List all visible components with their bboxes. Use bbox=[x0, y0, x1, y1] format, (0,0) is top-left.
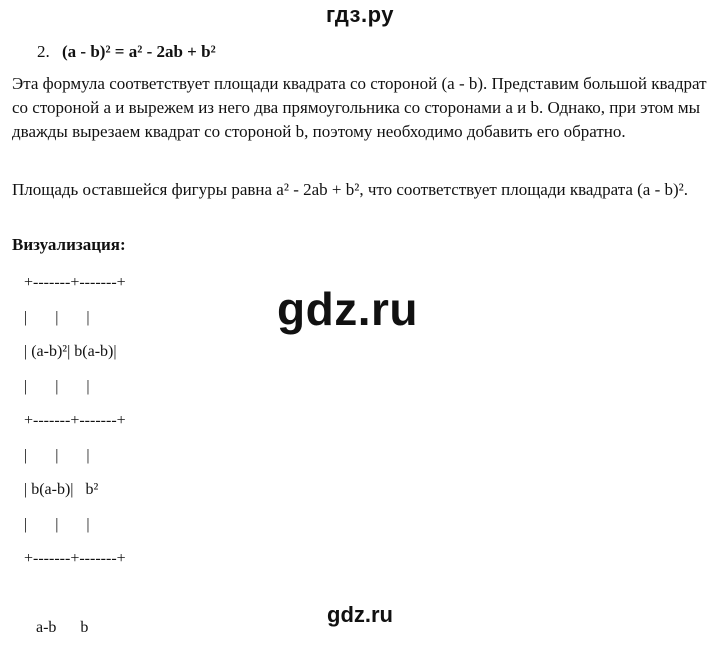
watermark-bottom: gdz.ru bbox=[327, 602, 393, 627]
visualization-title: Визуализация: bbox=[12, 235, 126, 254]
task-heading bbox=[37, 42, 216, 62]
task-formula: (a - b)² = a² - 2ab + b² bbox=[62, 42, 216, 61]
explanation-paragraph: Эта формула соответствует площади квадрата со стороной (a - b). Представим большой квадрат со стороной a и вырежем из него два прямоугольника со сторонами a и b. Однако, при этом мы дважды вырезаем квадрат со стороной b, поэтому необходимо добавить его обратно. bbox=[12, 74, 707, 141]
task-number: 2. bbox=[37, 42, 50, 61]
watermark-center: gdz.ru bbox=[277, 283, 418, 335]
ascii-square-diagram: +-------+-------+ | | | | (a-b)²| b(a-b)| | | | +-------+-------+ | | | | b(a-b)| b² | | | +-------+-------+ a-b b bbox=[24, 274, 126, 636]
site-logo[interactable]: гдз.ру bbox=[326, 2, 394, 27]
conclusion-paragraph: Площадь оставшейся фигуры равна a² - 2ab + b², что соответствует площади квадрата (a - b)². bbox=[12, 180, 688, 199]
